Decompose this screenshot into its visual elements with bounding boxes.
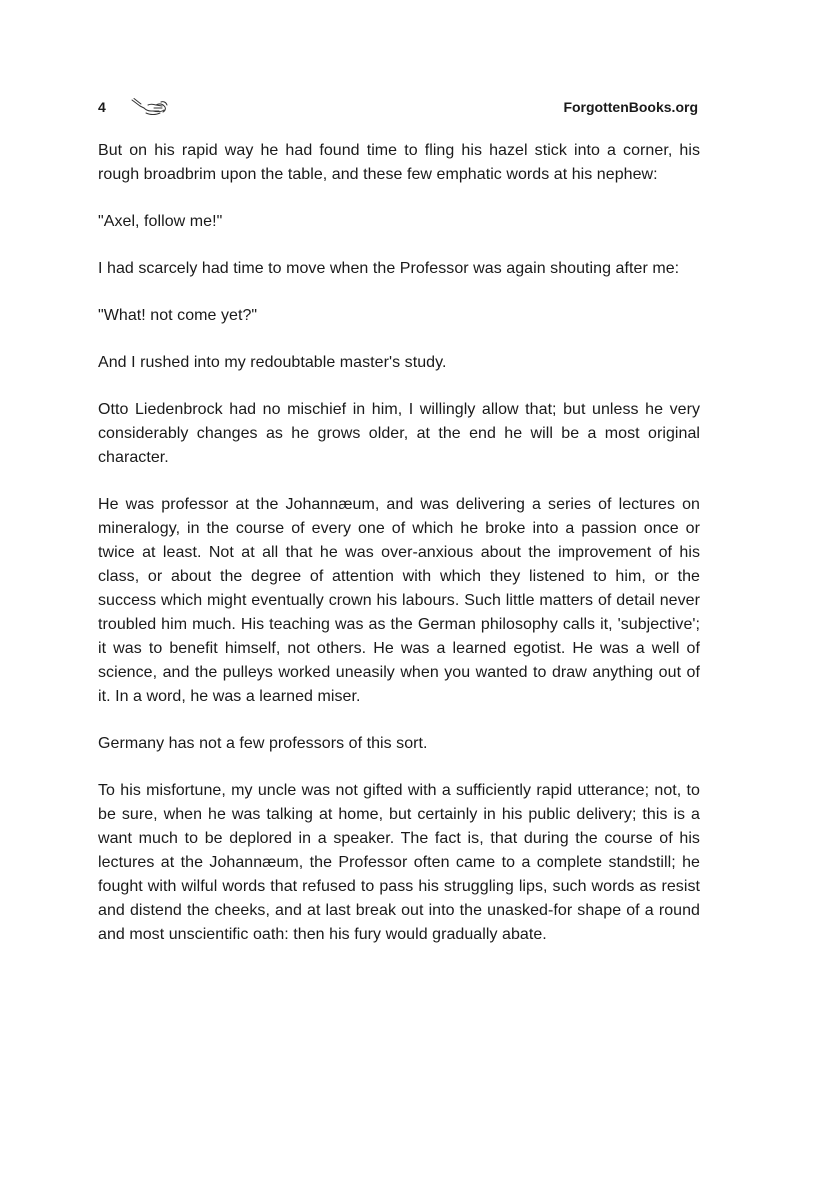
paragraph: But on his rapid way he had found time to fling his hazel stick into a corner, his rough broadbrim upon the table, and these few emphatic words at his nephew: <box>98 142 700 183</box>
paragraph: "Axel, follow me!" <box>98 213 223 230</box>
paragraph: Germany has not a few professors of this sort. <box>98 735 428 752</box>
paragraph: He was professor at the Johannæum, and was delivering a series of lectures on mineralogy, in the course of every one of which he broke into a passion once or twice at least. Not at all that he was over-anxious about the improvement of his class, or about the degree of attention with which they listened to him, or the success which might eventually crown his labours. Such little matters of detail never troubled him much. His teaching was as the German philosophy calls it, 'subjective'; it was to benefit himself, not others. He was a learned egotist. He was a well of science, and the pulleys worked uneasily when you wanted to draw anything out of it. In a word, he was a learned miser. <box>98 496 700 705</box>
page-number: 4 <box>98 99 106 115</box>
page-header <box>98 98 698 120</box>
paragraph: I had scarcely had time to move when the Professor was again shouting after me: <box>98 260 680 277</box>
paragraph: To his misfortune, my uncle was not gifted with a sufficiently rapid utterance; not, to be sure, when he was talking at home, but certainly in his public delivery; this is a want much to be deplored in a speaker. The fact is, that during the course of his lectures at the Johannæum, the Professor often came to a complete standstill; he fought with wilful words that refused to pass his struggling lips, such words as resist and distend the cheeks, and at last break out into the unasked-for shape of a round and most unscientific oath: then his fury would gradually abate. <box>98 782 700 943</box>
site-name: ForgottenBooks.org <box>563 99 698 115</box>
paragraph: "What! not come yet?" <box>98 307 258 324</box>
paragraph: And I rushed into my redoubtable master's study. <box>98 354 447 371</box>
body-text <box>98 139 700 947</box>
pointing-hand-icon <box>130 97 174 117</box>
paragraph: Otto Liedenbrock had no mischief in him, I willingly allow that; but unless he very considerably changes as he grows older, at the end he will be a most original character. <box>98 401 700 466</box>
